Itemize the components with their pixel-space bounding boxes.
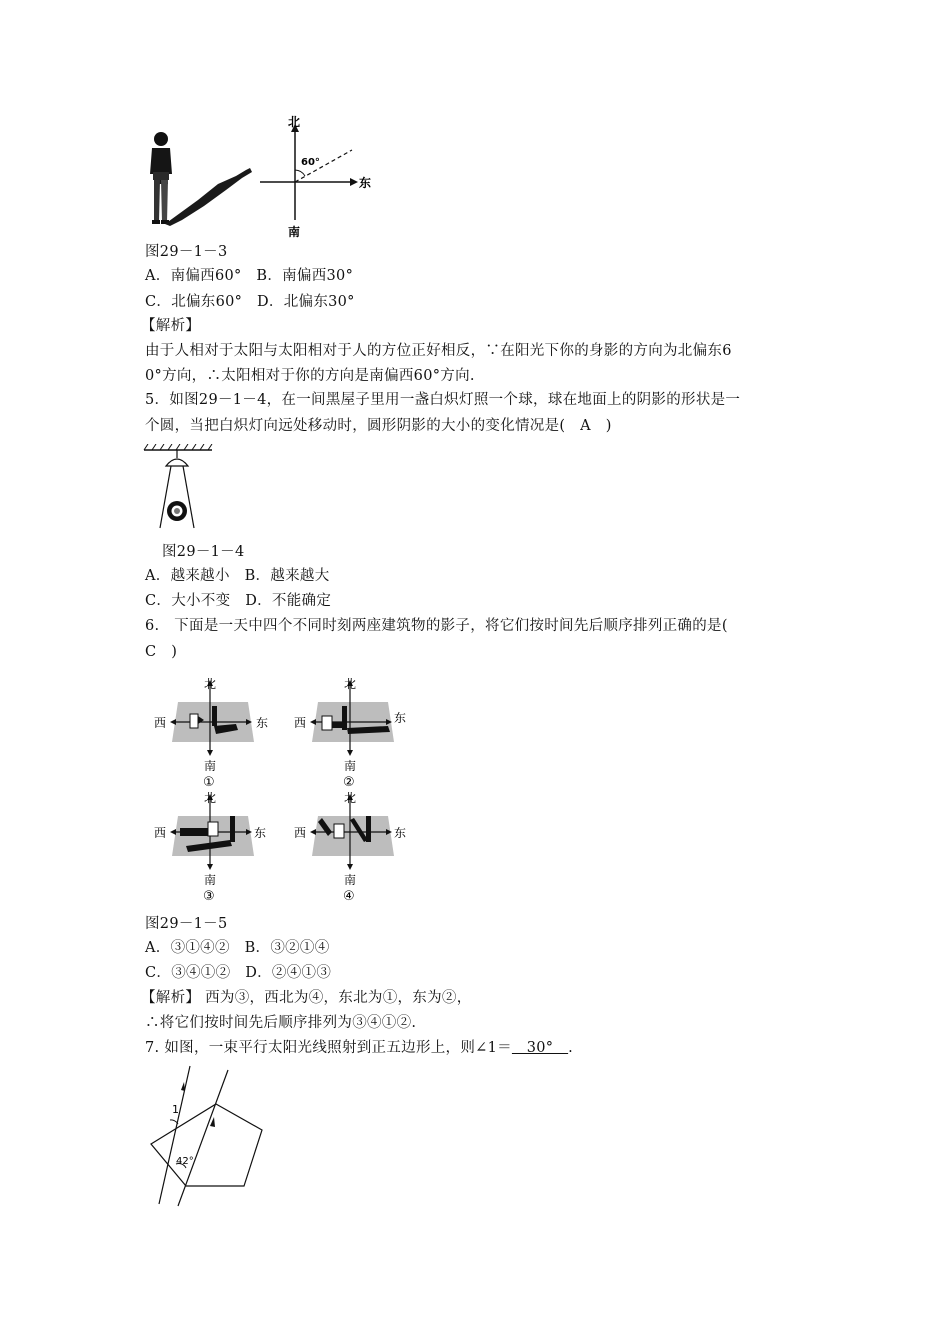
panel-4-label: ④ — [343, 889, 355, 904]
shadow-panel-3 — [150, 788, 278, 906]
lamp-ball-figure — [140, 444, 220, 534]
q6-options-line2: C．③④①② D．②④①③ — [145, 965, 332, 981]
compass-east-label: 东 — [359, 176, 372, 190]
sun-ray-left — [159, 1066, 190, 1204]
panel-4-east: 东 — [394, 826, 407, 840]
shadow-panel-1 — [150, 674, 278, 792]
q4-options-line2: C．北偏东60° D．北偏东30° — [145, 294, 355, 310]
q4-analysis-line1: 由于人相对于太阳与太阳相对于人的方位正好相反，∵在阳光下你的身影的方向为北偏东6 — [145, 343, 732, 359]
q7-stem-prefix: 7. 如图，一束平行太阳光线照射到正五边形上，则∠1＝ — [145, 1040, 512, 1056]
q7-stem — [145, 1038, 573, 1058]
panel-2-east: 东 — [394, 711, 407, 725]
q4-analysis-tag: 【解析】 — [141, 318, 201, 334]
panel-3-east: 东 — [254, 826, 267, 840]
q7-answer-blank: 30° — [511, 1040, 569, 1056]
fig-caption-29-1-5: 图29－1－5 — [145, 916, 228, 932]
person-shadow-compass-figure — [138, 112, 378, 240]
panel-1-west: 西 — [154, 716, 167, 730]
panel-1-north: 北 — [204, 677, 217, 691]
compass-north-label: 北 — [288, 115, 301, 129]
panel-1-south: 南 — [204, 759, 217, 773]
q5-options-line1: A．越来越小 B．越来越大 — [145, 568, 330, 584]
panel-4-south: 南 — [344, 873, 357, 887]
panel-1-label: ① — [203, 775, 215, 790]
q5-stem-line2: 个圆，当把白炽灯向远处移动时，圆形阴影的大小的变化情况是( A ) — [145, 418, 612, 434]
fig-caption-29-1-3: 图29－1－3 — [145, 244, 228, 260]
q5-options-line2: C．大小不变 D．不能确定 — [145, 593, 332, 609]
panel-2-south: 南 — [344, 759, 357, 773]
q4-options-line1: A．南偏西60° B．南偏西30° — [145, 268, 354, 284]
panel-4-west: 西 — [294, 826, 307, 840]
panel-2-north: 北 — [344, 677, 357, 691]
panel-1-east: 东 — [256, 716, 269, 730]
panel-3-south: 南 — [204, 873, 217, 887]
person-silhouette — [150, 132, 172, 224]
q6-analysis-line1: 【解析】 西为③，西北为④，东北为①，东为②， — [141, 990, 472, 1006]
fig-caption-29-1-4: 图29－1－4 — [162, 544, 245, 560]
angle-42-label: 42° — [176, 1156, 194, 1167]
panel-2-label: ② — [343, 775, 355, 790]
person-shadow — [165, 168, 252, 226]
q6-options-line1: A．③①④② B．③②①④ — [145, 940, 330, 956]
panel-4-north: 北 — [344, 791, 357, 805]
panel-3-label: ③ — [203, 889, 215, 904]
lamp-icon — [166, 459, 188, 466]
shadow-panel-4 — [290, 788, 418, 906]
panel-2-west: 西 — [294, 716, 307, 730]
panel-3-west: 西 — [154, 826, 167, 840]
panel-3-north: 北 — [204, 791, 217, 805]
compass-south-label: 南 — [288, 225, 301, 239]
pentagon-shape — [151, 1104, 262, 1186]
q5-stem-line1: 5．如图29－1－4，在一间黑屋子里用一盏白炽灯照一个球，球在地面上的阴影的形状是一 — [145, 392, 741, 408]
q7-stem-suffix: . — [568, 1040, 574, 1056]
q6-analysis-line2: ∴将它们按时间先后顺序排列为③④①②. — [145, 1015, 417, 1031]
pentagon-sunlight-figure — [140, 1064, 270, 1214]
q6-stem-line1: 6. 下面是一天中四个不同时刻两座建筑物的影子，将它们按时间先后顺序排列正确的是( — [145, 618, 728, 634]
q6-stem-line2: C ) — [145, 644, 178, 660]
compass-angle-label: 60° — [301, 157, 320, 168]
q4-analysis-line2: 0°方向，∴太阳相对于你的方向是南偏西60°方向. — [145, 368, 475, 384]
compass-diagram — [260, 115, 371, 239]
angle-1-label: 1 — [172, 1103, 179, 1116]
shadow-panel-2 — [290, 674, 418, 792]
